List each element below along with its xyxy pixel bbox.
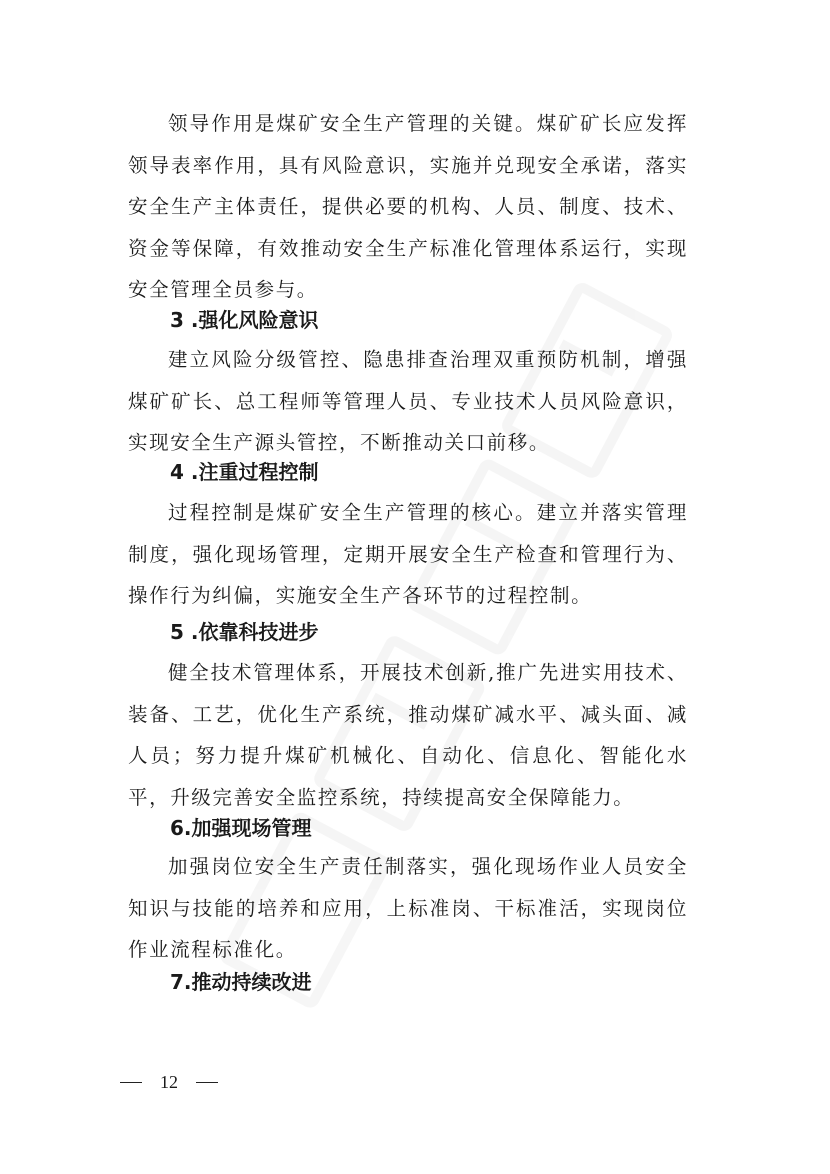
page-footer bbox=[120, 1072, 218, 1093]
page-number: 12 bbox=[160, 1072, 178, 1092]
heading-site-management: 6.加强现场管理 bbox=[170, 816, 312, 840]
heading-continuous-improvement: 7.推动持续改进 bbox=[170, 970, 312, 994]
heading-process-control: 4 .注重过程控制 bbox=[170, 460, 319, 484]
paragraph-technology-progress: 健全技术管理体系，开展技术创新,推广先进实用技术、装备、工艺，优化生产系统，推动煤矿减水平、减头面、减人员；努力提升煤矿机械化、自动化、信息化、智能化水平，升级完善安全监控系统，持续提高安全保障能力。 bbox=[128, 661, 688, 809]
heading-risk-awareness: 3 .强化风险意识 bbox=[170, 308, 319, 332]
paragraph-risk-awareness: 建立风险分级管控、隐患排查治理双重预防机制，增强煤矿矿长、总工程师等管理人员、专业技术人员风险意识，实现安全生产源头管控，不断推动关口前移。 bbox=[128, 348, 688, 454]
heading-technology-progress: 5 .依靠科技进步 bbox=[170, 620, 319, 644]
paragraph-site-management: 加强岗位安全生产责任制落实，强化现场作业人员安全知识与技能的培养和应用，上标准岗、干标准活，实现岗位作业流程标准化。 bbox=[128, 855, 688, 961]
footer-dash-right bbox=[196, 1082, 218, 1084]
footer-dash-left bbox=[120, 1082, 142, 1084]
paragraph-leadership: 领导作用是煤矿安全生产管理的关键。煤矿矿长应发挥领导表率作用，具有风险意识，实施并兑现安全承诺，落实安全生产主体责任，提供必要的机构、人员、制度、技术、资金等保障，有效推动安全生产标准化管理体系运行，实现安全管理全员参与。 bbox=[128, 112, 688, 301]
paragraph-process-control: 过程控制是煤矿安全生产管理的核心。建立并落实管理制度，强化现场管理，定期开展安全生产检查和管理行为、操作行为纠偏，实施安全生产各环节的过程控制。 bbox=[128, 501, 688, 607]
